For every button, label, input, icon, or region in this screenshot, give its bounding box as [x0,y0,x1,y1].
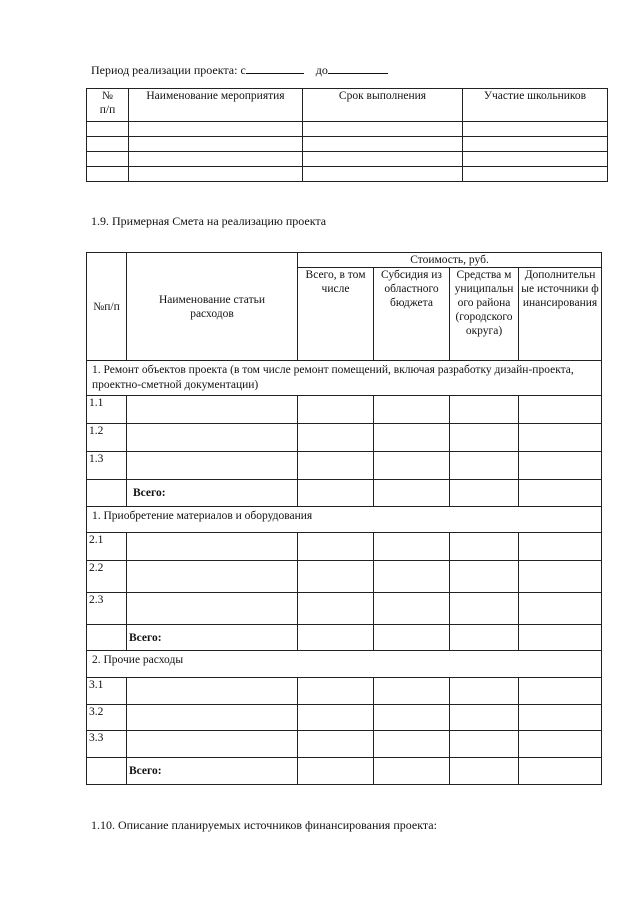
period-line [91,62,388,78]
cell[interactable] [450,533,519,561]
estimate-col-total: Всего, в том числе [298,268,374,361]
section-title-row [87,651,602,678]
cell[interactable] [127,731,298,758]
cell[interactable] [129,122,303,137]
events-row [87,122,608,137]
events-header-row [87,89,608,122]
cell[interactable] [519,480,602,507]
cell[interactable] [298,758,374,785]
table-row [87,705,602,731]
events-col-deadline: Срок выполнения [303,89,463,122]
events-row [87,152,608,167]
cell[interactable] [127,396,298,424]
cell[interactable] [298,593,374,625]
cell[interactable] [450,593,519,625]
cell[interactable] [519,533,602,561]
estimate-header-row-1 [87,253,602,268]
section-title-row [87,507,602,533]
cell[interactable] [129,152,303,167]
cell[interactable] [87,152,129,167]
cell[interactable] [303,167,463,182]
cell[interactable] [519,561,602,593]
estimate-table [86,252,602,785]
cell[interactable] [298,452,374,480]
cell [87,758,127,785]
total-row [87,758,602,785]
cell[interactable] [303,137,463,152]
cell[interactable] [519,452,602,480]
cell[interactable] [87,167,129,182]
row-num: 3.2 [87,705,127,731]
cell[interactable] [374,396,450,424]
total-row [87,480,602,507]
section-1-title: 1. Ремонт объектов проекта (в том числе ремонт помещений, включая разработку дизайн-проекта, проектно-сметной документации) [87,361,602,396]
cell[interactable] [450,480,519,507]
cell[interactable] [303,122,463,137]
events-row [87,167,608,182]
cell[interactable] [450,731,519,758]
row-num: 1.3 [87,452,127,480]
cell[interactable] [298,561,374,593]
cell[interactable] [374,678,450,705]
table-row [87,593,602,625]
table-row [87,533,602,561]
cell[interactable] [450,452,519,480]
estimate-col-municipal: Средства муниципального района (городского округа) [450,268,519,361]
table-row [87,452,602,480]
table-row [87,396,602,424]
cell[interactable] [450,758,519,785]
row-num: 1.2 [87,424,127,452]
cell[interactable] [450,625,519,651]
row-num: 2.1 [87,533,127,561]
period-to-label: до [315,63,328,77]
events-table [86,88,608,182]
table-row [87,678,602,705]
cell[interactable] [450,678,519,705]
period-from-blank[interactable] [246,62,304,74]
cell[interactable] [519,678,602,705]
cell[interactable] [519,731,602,758]
cell[interactable] [127,593,298,625]
row-num: 3.3 [87,731,127,758]
cell[interactable] [450,396,519,424]
cell[interactable] [463,167,608,182]
cell[interactable] [298,396,374,424]
cell[interactable] [374,480,450,507]
cell[interactable] [298,705,374,731]
cell[interactable] [127,452,298,480]
cell[interactable] [519,424,602,452]
section-title-row [87,361,602,396]
cell[interactable] [87,137,129,152]
cell[interactable] [129,137,303,152]
row-num: 3.1 [87,678,127,705]
cell[interactable] [374,533,450,561]
total-label: Всего: [127,480,298,507]
cell[interactable] [519,396,602,424]
cell[interactable] [298,424,374,452]
cell[interactable] [374,593,450,625]
cell[interactable] [519,625,602,651]
cell[interactable] [374,561,450,593]
total-label: Всего: [127,625,298,651]
estimate-col-name: Наименование статьи расходов [127,253,298,361]
cell[interactable] [450,705,519,731]
cell[interactable] [374,758,450,785]
estimate-col-subsidy: Субсидия из областного бюджета [374,268,450,361]
cell [87,625,127,651]
period-label: Период реализации проекта: с [91,63,246,77]
cell[interactable] [298,533,374,561]
cell[interactable] [374,731,450,758]
cell[interactable] [463,137,608,152]
cell[interactable] [298,678,374,705]
cell[interactable] [450,561,519,593]
total-label: Всего: [127,758,298,785]
total-row [87,625,602,651]
events-col-students: Участие школьников [463,89,608,122]
period-to-blank[interactable] [328,62,388,74]
cell[interactable] [374,625,450,651]
row-num: 2.2 [87,561,127,593]
cell[interactable] [87,122,129,137]
cell[interactable] [127,533,298,561]
section-2-title: 1. Приобретение материалов и оборудования [87,507,602,533]
cell[interactable] [519,593,602,625]
cell[interactable] [298,480,374,507]
cell[interactable] [374,452,450,480]
cost-group-header: Стоимость, руб. [298,253,602,268]
cell[interactable] [374,424,450,452]
events-col-num: № п/п [87,89,129,122]
cell[interactable] [463,152,608,167]
cell[interactable] [127,705,298,731]
cell[interactable] [127,678,298,705]
events-row [87,137,608,152]
section-1-10-heading: 1.10. Описание планируемых источников финансирования проекта: [91,818,437,832]
estimate-col-additional: Дополнительные источники финансирования [519,268,602,361]
section-3-title: 2. Прочие расходы [87,651,602,678]
cell[interactable] [519,758,602,785]
cell[interactable] [127,561,298,593]
cell[interactable] [303,152,463,167]
estimate-col-num: №п/п [87,253,127,361]
cell[interactable] [127,424,298,452]
events-col-name: Наименование мероприятия [129,89,303,122]
cell[interactable] [298,731,374,758]
cell[interactable] [298,625,374,651]
cell[interactable] [374,705,450,731]
section-1-9-heading: 1.9. Примерная Смета на реализацию проекта [91,214,327,228]
row-num: 1.1 [87,396,127,424]
cell[interactable] [519,705,602,731]
table-row [87,561,602,593]
cell[interactable] [129,167,303,182]
table-row [87,424,602,452]
cell[interactable] [450,424,519,452]
row-num: 2.3 [87,593,127,625]
table-row [87,731,602,758]
cell[interactable] [463,122,608,137]
cell [87,480,127,507]
